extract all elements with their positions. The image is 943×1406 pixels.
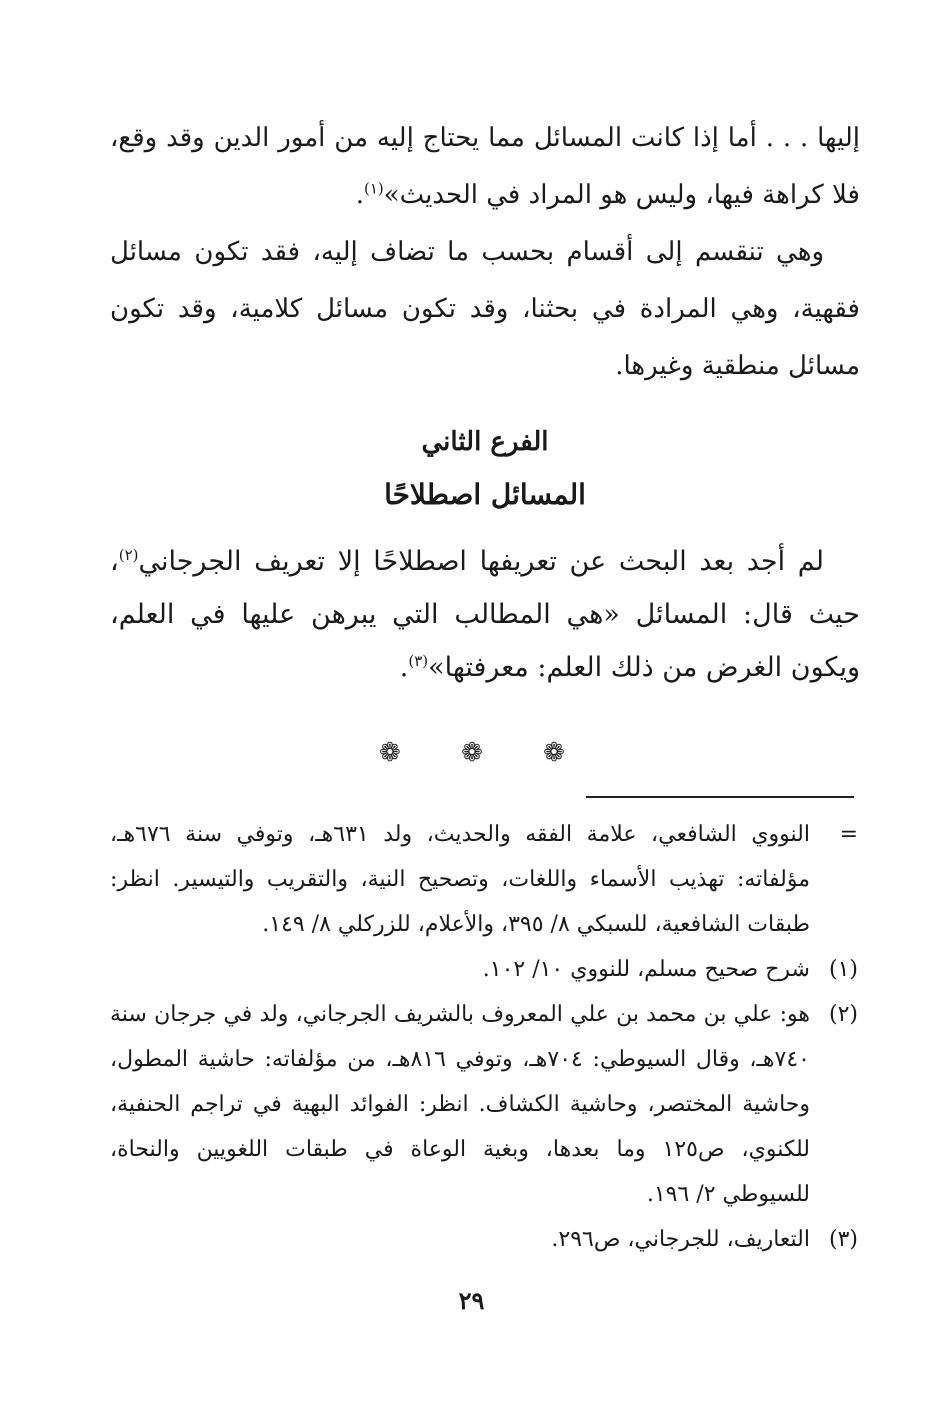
paragraph-3 <box>110 535 860 694</box>
footnote-2 <box>110 992 858 1217</box>
main-text <box>110 110 860 768</box>
footnote-text: النووي الشافعي، علامة الفقه والحديث، ولد ٦٣١هـ، وتوفي سنة ٦٧٦هـ، مؤلفاته: تهذيب الأسماء واللغات، وتصحيح النية، والتقريب والتيسير. انظر: طبقات الشافعية، للسبكي ٨/ ٣٩٥، والأعلام، للزركلي ٨/ ١٤٩. <box>110 822 810 937</box>
paragraph-3-part1: لم أجد بعد البحث عن تعريفها اصطلاحًا إلا تعريف الجرجاني <box>138 546 824 577</box>
footnote-marker: (٣) <box>828 1227 858 1252</box>
paragraph-3-end: . <box>399 652 409 683</box>
paragraph-1 <box>110 110 860 224</box>
section-title: الفرع الثاني <box>421 427 549 457</box>
footnote-1 <box>110 947 858 992</box>
footnote-3 <box>110 1217 858 1262</box>
footnote-ref-2[interactable]: (٢) <box>118 546 139 564</box>
section-subtitle: المسائل اصطلاحًا <box>384 478 586 511</box>
footnote-text: التعاريف، للجرجاني، ص٢٩٦. <box>551 1227 810 1252</box>
ornament-divider: ❁ ❁ ❁ <box>379 738 591 768</box>
page-number: ٢٩ <box>458 1286 485 1315</box>
footnote-text: شرح صحيح مسلم، للنووي ١٠/ ١٠٢. <box>482 957 810 982</box>
footnotes <box>110 812 858 1262</box>
paragraph-2: وهي تنقسم إلى أقسام بحسب ما تضاف إليه، فقد تكون مسائل فقهية، وهي المرادة في بحثنا، وقد تكون مسائل كلامية، وقد تكون مسائل منطقية وغيرها. <box>110 237 860 381</box>
footnote-text: هو: علي بن محمد بن علي المعروف بالشريف الجرجاني، ولد في جرجان سنة ٧٤٠هـ، وقال السيوطي: ٧٠٤هـ، وتوفي ٨١٦هـ، من مؤلفاته: حاشية المطول، وحاشية المختصر، وحاشية الكشاف. انظر: الفوائد البهية في تراجم الحنفية، للكنوي، ص١٢٥ وما بعدها، وبغية الوعاة في طبقات اللغويين والنحاة، للسيوطي ٢/ ١٩٦. <box>110 1002 810 1207</box>
footnote-marker: (١) <box>828 957 858 982</box>
footnote-marker: = <box>839 822 858 847</box>
footnote-ref-1[interactable]: (١) <box>363 179 384 198</box>
paragraph-3-part2: ، حيث قال: المسائل «هي المطالب التي يبرهن عليها في العلم، ويكون الغرض من ذلك العلم: معرفتها» <box>110 546 860 683</box>
footnote-continuation <box>110 812 858 947</box>
paragraph-1-end: . <box>355 180 364 210</box>
paragraph-1-text: إليها . . . أما إذا كانت المسائل مما يحتاج إليه من أمور الدين وقد وقع، فلا كراهة فيها، وليس هو المراد في الحديث» <box>110 123 860 210</box>
footnote-marker: (٢) <box>828 1002 858 1027</box>
footnote-separator <box>586 796 854 798</box>
footnote-ref-3[interactable]: (٣) <box>408 652 429 670</box>
